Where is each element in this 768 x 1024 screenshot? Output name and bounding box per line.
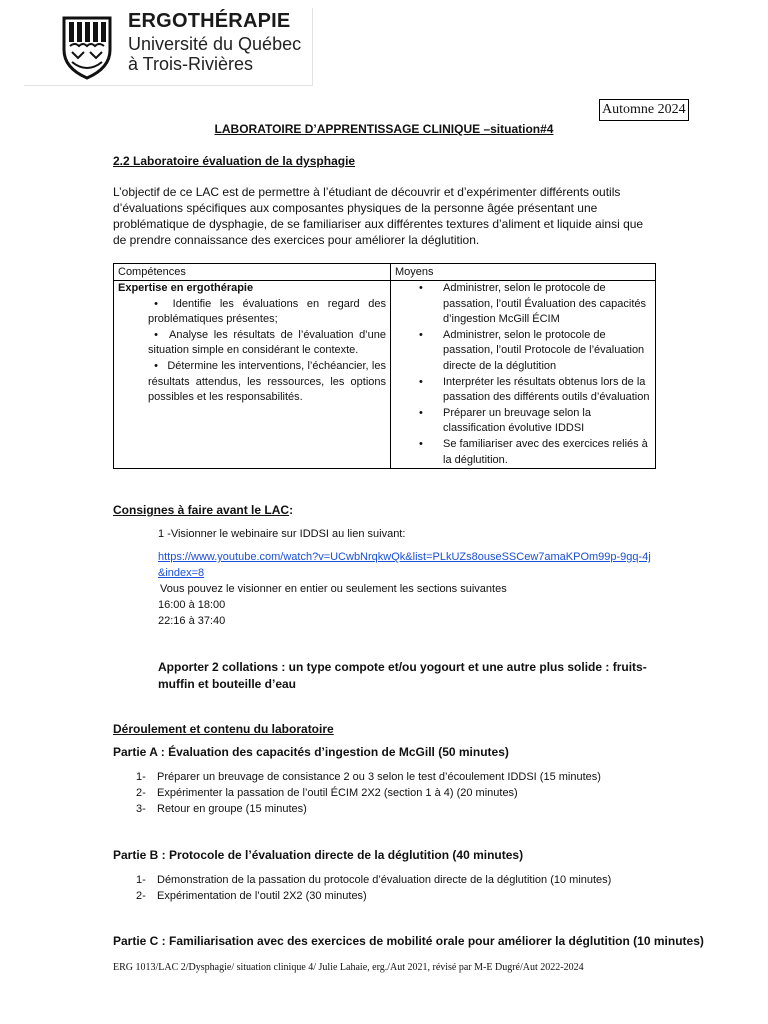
- bullet-icon: •: [154, 328, 158, 341]
- step-item: 1- Préparer un breuvage de consistance 2 ou 3 selon le test d’écoulement IDDSI (15 minutes): [136, 771, 601, 783]
- moyen-item: • Interpréter les résultats obtenus lors de la passation des différents outils d’évaluation: [443, 375, 651, 406]
- competence-title: Expertise en ergothérapie: [118, 282, 254, 294]
- intro-paragraph: L’objectif de ce LAC est de permettre à l’étudiant de découvrir et d’expérimenter différents outils d’évaluations spécifiques aux composantes physiques de la personne âgée présentant une problématique de dysphagie, de se familiariser aux différentes textures d’aliment et liquide ainsi que de prendre connaissance des exercices pour améliorer la déglutition.: [113, 185, 644, 247]
- bullet-icon: •: [154, 297, 158, 310]
- consignes-heading: Consignes à faire avant le LAC:: [113, 503, 294, 517]
- competence-item: • Analyse les résultats de l’évaluation d’une situation simple en considérant le contexte.: [148, 328, 386, 357]
- competence-item: • Détermine les interventions, l’échéancier, les résultats attendus, les ressources, les options possibles et les responsabilités.: [148, 359, 386, 404]
- col-header-moyens: Moyens: [391, 264, 656, 281]
- step-item: 2- Expérimenter la passation de l’outil ÉCIM 2X2 (section 1 à 4) (20 minutes): [136, 787, 518, 799]
- moyen-item: • Administrer, selon le protocole de passation, l’outil Protocole de l’évaluation directe de la déglutition: [443, 328, 651, 375]
- partC-title: Partie C : Familiarisation avec des exercices de mobilité orale pour améliorer la déglutition (10 minutes): [113, 934, 704, 948]
- semester-box: Automne 2024: [599, 99, 689, 121]
- competences-cell: [114, 281, 391, 469]
- time-range-1: 16:00 à 18:00: [158, 599, 226, 611]
- university-name-line2: à Trois-Rivières: [128, 54, 254, 74]
- moyen-item: • Administrer, selon le protocole de passation, l’outil Évaluation des capacités d’ingestion McGill ÉCIM: [443, 281, 651, 328]
- competence-item: • Identifie les évaluations en regard des problématiques présentes;: [148, 297, 386, 326]
- moyens-cell: [391, 281, 656, 469]
- department-name: ERGOTHÉRAPIE: [128, 10, 291, 32]
- partB-steps: [113, 872, 611, 904]
- moyen-item: • Préparer un breuvage selon la classification évolutive IDDSI: [443, 406, 651, 437]
- step-item: 1- Démonstration de la passation du protocole d’évaluation directe de la déglutition (10 minutes): [136, 874, 612, 886]
- col-header-competences: Compétences: [114, 264, 391, 281]
- partA-steps: [113, 769, 601, 817]
- deroulement-heading: Déroulement et contenu du laboratoire: [113, 722, 334, 736]
- consignes-step1: 1 -Visionner le webinaire sur IDDSI au lien suivant:: [158, 528, 406, 540]
- partA-title: Partie A : Évaluation des capacités d’ingestion de McGill (50 minutes): [113, 745, 509, 759]
- bullet-icon: •: [154, 359, 158, 372]
- university-name-line1: Université du Québec: [128, 34, 302, 54]
- webinar-link[interactable]: https://www.youtube.com/watch?v=UCwbNrqkwQk&list=PLkUZs8ouseSSCew7amaKPOm99p-9gq-4j&index=8: [158, 551, 651, 579]
- section-heading: 2.2 Laboratoire évaluation de la dysphagie: [113, 154, 356, 168]
- consignes-note: Vous pouvez le visionner en entier ou seulement les sections suivantes: [160, 583, 507, 595]
- competences-table: [113, 263, 656, 469]
- step-item: 2- Expérimentation de l’outil 2X2 (30 minutes): [136, 890, 367, 902]
- step-item: 3- Retour en groupe (15 minutes): [136, 803, 307, 815]
- moyen-item: • Se familiariser avec des exercices reliés à la déglutition.: [443, 437, 651, 468]
- page-footer: ERG 1013/LAC 2/Dysphagie/ situation clinique 4/ Julie Lahaie, erg./Aut 2021, révisé par M-E Dugré/Aut 2022-2024: [113, 962, 584, 973]
- time-range-2: 22:16 à 37:40: [158, 615, 226, 627]
- moyens-list: [395, 281, 651, 468]
- document-title: LABORATOIRE D’APPRENTISSAGE CLINIQUE –situation#4: [214, 122, 554, 136]
- partB-title: Partie B : Protocole de l’évaluation directe de la déglutition (40 minutes): [113, 848, 524, 862]
- collations-instruction: Apporter 2 collations : un type compote et/ou yogourt et une autre plus solide : fruits-muffin et bouteille d’eau: [158, 660, 647, 691]
- uqtr-shield-logo: [62, 16, 112, 80]
